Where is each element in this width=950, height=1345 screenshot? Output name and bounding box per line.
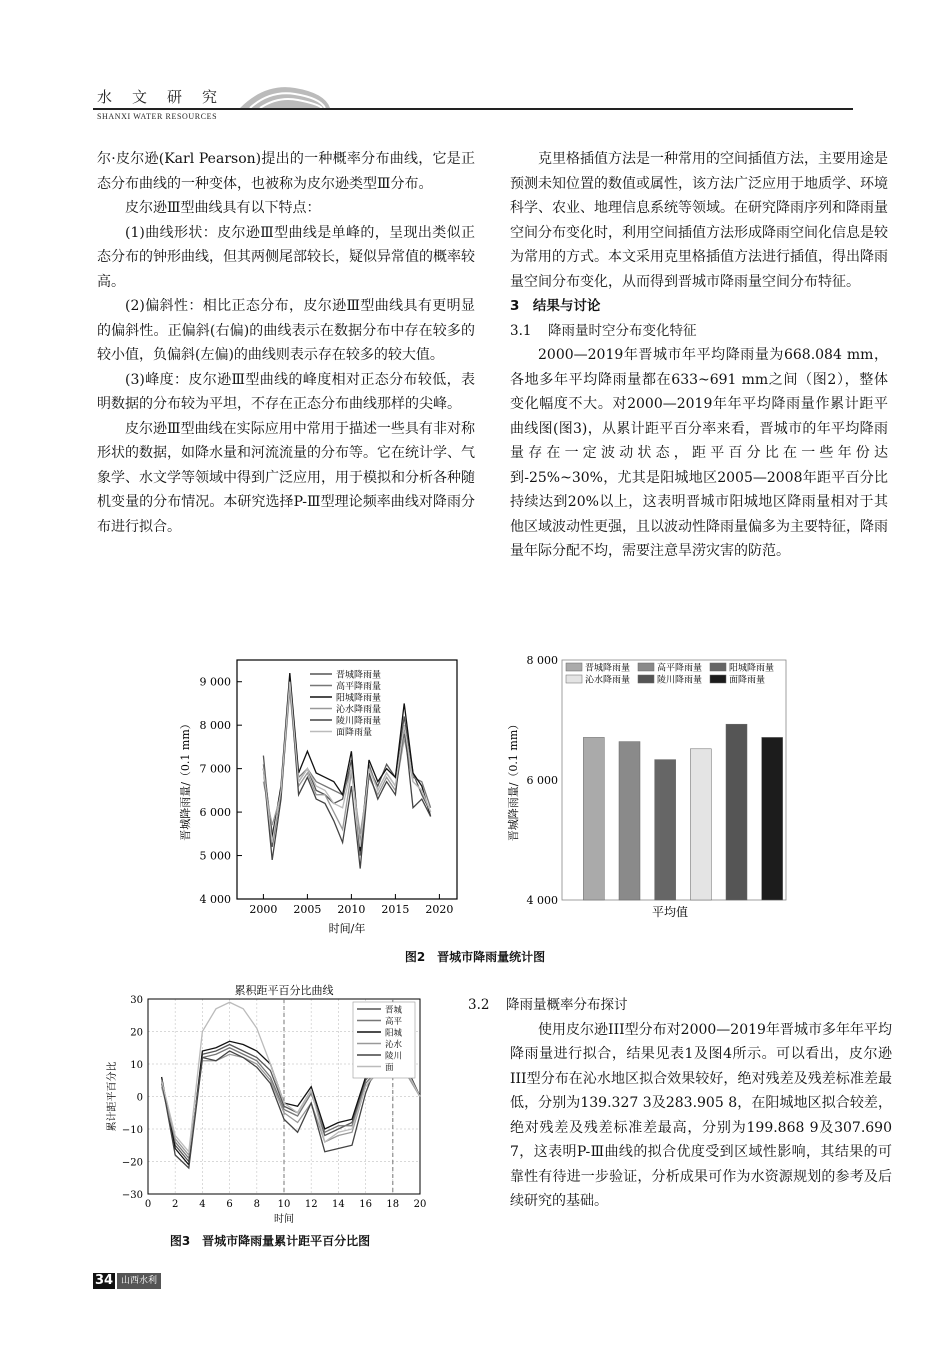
section-heading-3-1 [510, 319, 888, 344]
section-number: 3.1 [510, 322, 532, 339]
y-tick-label: 7 000 [199, 762, 231, 776]
section-heading-3: 3 结果与讨论 [510, 298, 601, 314]
y-tick-label: 5 000 [199, 849, 231, 863]
bar [655, 760, 676, 900]
legend-swatch [710, 675, 726, 683]
journal-header-subtitle: SHANXI WATER RESOURCES [97, 112, 218, 121]
bar [583, 737, 604, 900]
legend-label: 沁水 [385, 1040, 403, 1050]
x-tick-label: 2015 [381, 903, 410, 916]
legend-label: 陵川 [385, 1051, 403, 1062]
figure2-line-chart [172, 652, 462, 942]
legend-label: 晋城降雨量 [336, 670, 382, 681]
y-tick-label: 4 000 [199, 893, 231, 906]
x-tick-label: 8 [253, 1199, 260, 1210]
legend-label: 陵川降雨量 [657, 675, 703, 686]
legend-swatch [638, 663, 654, 671]
y-tick-label: 8 000 [526, 654, 558, 667]
legend-label: 沁水降雨量 [336, 705, 382, 715]
legend-swatch [638, 675, 654, 683]
legend-label: 高平降雨量 [336, 682, 382, 692]
figure2-bar-chart [504, 652, 794, 927]
y-tick-label: 8 000 [199, 719, 231, 733]
chart-title: 累积距平百分比曲线 [234, 984, 334, 997]
page-number: 34 [94, 1273, 114, 1288]
paragraph: 皮尔逊Ⅲ型曲线在实际应用中常用于描述一些具有非对称形状的数据，如降水量和河流流量的分布等。它在统计学、气象学、水文学等领域中得到广泛应用，用于模拟和分析各种随机变量的分布情况。本研究选择P-Ⅲ型理论频率曲线对降雨分布进行拟合。 [97, 420, 475, 535]
section-number: 3.2 [468, 997, 490, 1013]
figure3-line-chart [100, 982, 440, 1230]
right-column [510, 147, 888, 564]
paragraph: 皮尔逊Ⅲ型曲线具有以下特点： [125, 200, 321, 216]
legend-label: 陵川降雨量 [336, 716, 382, 727]
paragraph: (2)偏斜性：相比正态分布，皮尔逊Ⅲ型曲线具有更明显的偏斜性。正偏斜(右偏)的曲线表示在数据分布中存在较多的较小值，负偏斜(左偏)的曲线则表示存在较多的较大值。 [97, 298, 475, 363]
paragraph: 2000—2019年晋城市年平均降雨量为668.084 mm，各地多年平均降雨量都在633~691 mm之间（图2），整体变化幅度不大。对2000—2019年年平均降雨量作累计距平曲线图(图3)，从累计距平百分率来看，晋城市的年平均降雨量存在一定波动状态，距平百分比在一些年份达到-25%~30%，尤其是阳城地区2005—2008年距平百分比持续达到20%以上，这表明晋城市阳城地区降雨量相对于其他区域波动性更强，且以波动性降雨量偏多为主要特征，降雨量年际分配不均，需要注意旱涝灾害的防范。 [510, 347, 888, 559]
x-axis-label: 时间 [274, 1214, 294, 1225]
paragraph: 克里格插值方法是一种常用的空间插值方法，主要用途是预测未知位置的数值或属性，该方法广泛应用于地质学、环境科学、农业、地理信息系统等领域。在研究降雨序列和降雨量空间分布变化时，利用空间插值方法形成降雨空间化信息是较为常用的方式。本文采用克里格插值方法进行插值，得出降雨量空间分布变化，从而得到晋城市降雨量空间分布特征。 [510, 151, 888, 290]
x-axis-label: 平均值 [651, 905, 689, 919]
x-tick-label: 0 [144, 1199, 152, 1210]
lower-right-column [468, 993, 892, 1214]
legend-label: 阳城降雨量 [729, 663, 775, 674]
journal-header-title: 水文研究 [97, 88, 238, 106]
y-tick-label: −20 [121, 1157, 143, 1169]
y-tick-label: 0 [136, 1092, 143, 1104]
x-tick-label: 14 [332, 1199, 345, 1210]
figure3-caption: 图3 晋城市降雨量累计距平百分比图 [169, 1234, 371, 1248]
bar [690, 749, 711, 900]
y-axis-label: 晋城降雨量/（0.1 mm） [179, 718, 192, 841]
paragraph: (3)峰度：皮尔逊Ⅲ型曲线的峰度相对正态分布较低，表明数据的分布较为平坦，不存在正态分布曲线那样的尖峰。 [97, 371, 475, 412]
x-axis-label: 时间/年 [328, 922, 366, 935]
y-tick-label: 6 000 [199, 806, 231, 820]
x-tick-label: 2000 [249, 903, 278, 916]
y-tick-label: 10 [130, 1060, 143, 1071]
legend-label: 晋城 [385, 1005, 403, 1016]
y-tick-label: 20 [130, 1027, 143, 1039]
bar [762, 737, 783, 900]
y-axis-label: 累计距平百分比 [107, 1061, 118, 1132]
journal-name: 山西水利 [117, 1273, 161, 1289]
x-tick-label: 2020 [425, 903, 454, 916]
y-tick-label: 4 000 [526, 894, 558, 907]
y-axis-label: 晋城降雨量/（0.1 mm） [507, 718, 520, 842]
x-tick-label: 18 [386, 1199, 400, 1210]
bar [619, 742, 640, 900]
legend-label: 晋城降雨量 [585, 663, 631, 674]
left-column [97, 147, 475, 539]
header-rule [93, 108, 853, 110]
legend-label: 高平降雨量 [657, 663, 703, 674]
x-tick-label: 6 [226, 1199, 233, 1210]
header-wave-logo [240, 78, 330, 108]
legend-label: 高平 [385, 1017, 403, 1027]
x-tick-label: 10 [277, 1199, 291, 1210]
x-tick-label: 2010 [337, 903, 366, 916]
paragraph: 使用皮尔逊III型分布对2000—2019年晋城市多年年平均降雨量进行拟合，结果见表1及图4所示。可以看出，皮尔逊III型分布在沁水地区拟合效果较好，绝对残差及残差标准差最低，分别为139.327 3及283.905 8，在阳城地区拟合较差，绝对残差及残差标准差最高，分别为199.868 9及307.690 7，这表明P-Ⅲ曲线的拟合优度受到区域性影响，其结果的可靠性有待进一步验证，分析成果可作为水资源规划的参考及后续研究的基础。 [510, 1021, 892, 1209]
legend-label: 阳城 [385, 1028, 403, 1039]
legend-swatch [566, 663, 582, 671]
legend-swatch [710, 663, 726, 671]
y-tick-label: 9 000 [199, 675, 231, 689]
legend-label: 沁水降雨量 [585, 675, 631, 686]
y-tick-label: 30 [130, 995, 143, 1006]
x-tick-label: 16 [359, 1199, 372, 1210]
paragraph: (1)曲线形状：皮尔逊Ⅲ型曲线是单峰的，呈现出类似正态分布的钟形曲线，但其两侧尾部较长，疑似异常值的概率较高。 [97, 224, 475, 290]
x-tick-label: 20 [413, 1199, 427, 1210]
legend-label: 面降雨量 [336, 728, 373, 738]
legend-swatch [566, 675, 582, 683]
section-title: 降雨量概率分布探讨 [506, 997, 628, 1013]
x-tick-label: 2 [172, 1199, 179, 1210]
y-tick-label: −10 [121, 1125, 143, 1136]
legend-label: 面降雨量 [729, 675, 766, 686]
x-tick-label: 12 [304, 1199, 318, 1210]
bar [726, 724, 747, 900]
paragraph: 尔·皮尔逊(Karl Pearson)提出的一种概率分布曲线，它是正态分布曲线的一种变体，也被称为皮尔逊类型Ⅲ分布。 [97, 151, 475, 192]
x-tick-label: 4 [199, 1199, 206, 1210]
legend-label: 面 [385, 1063, 394, 1073]
y-tick-label: −30 [121, 1190, 143, 1201]
y-tick-label: 6 000 [526, 774, 558, 787]
legend-label: 阳城降雨量 [336, 693, 382, 704]
x-tick-label: 2005 [293, 903, 322, 916]
figure2-caption: 图2 晋城市降雨量统计图 [404, 950, 546, 964]
section-title: 降雨量时空分布变化特征 [548, 322, 697, 339]
